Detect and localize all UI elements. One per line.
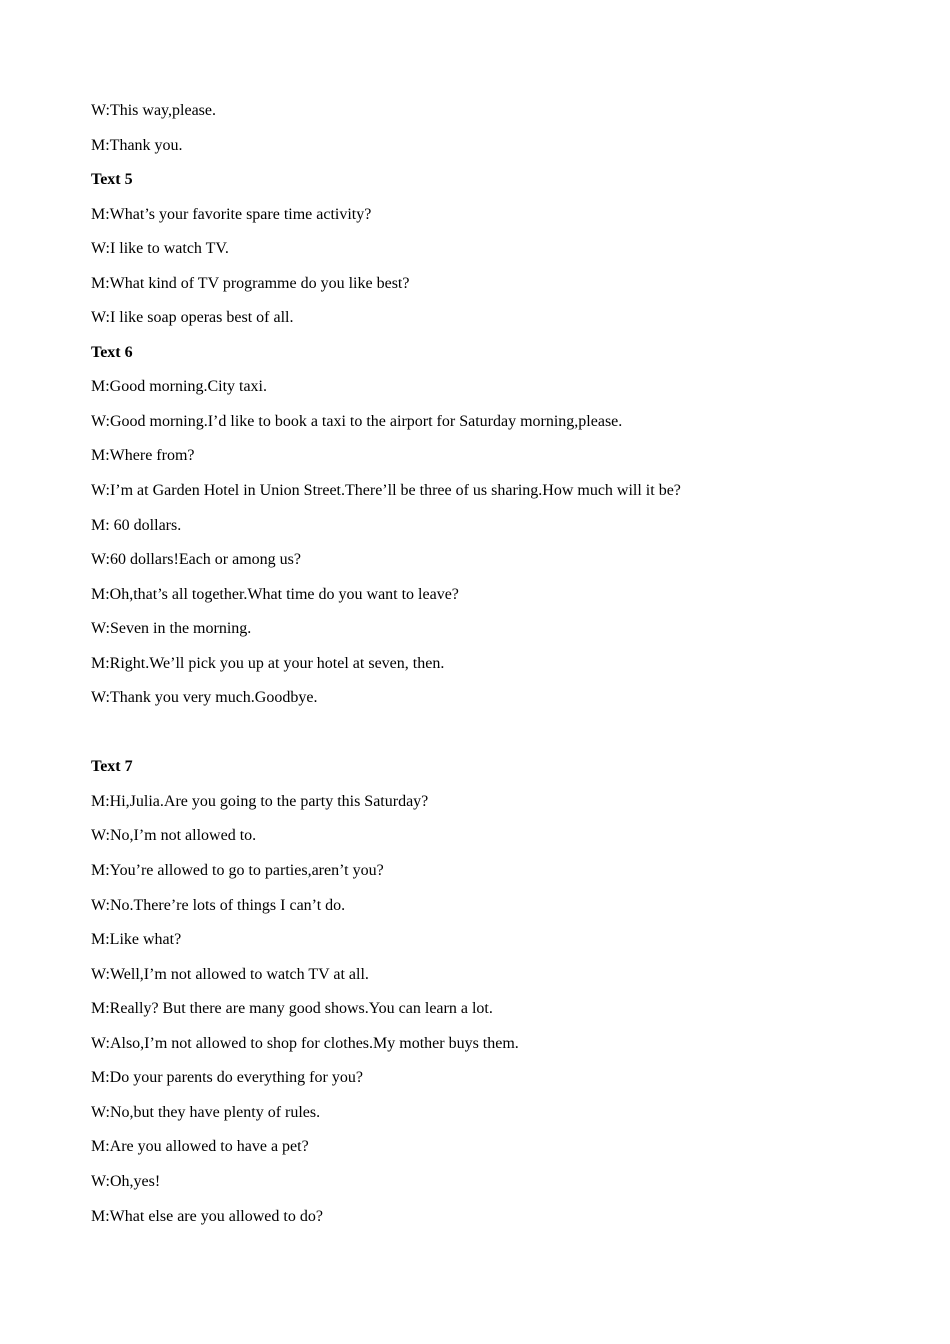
dialogue-line: W:No.There’re lots of things I can’t do. [91,896,346,914]
dialogue-line: W:I’m at Garden Hotel in Union Street.There’ll be three of us sharing.How much will it be? [91,482,681,500]
dialogue-line: M:Like what? [91,931,182,949]
dialogue-line: W:No,I’m not allowed to. [91,827,257,845]
dialogue-line: M: 60 dollars. [91,516,182,534]
dialogue-line: M:Thank you. [91,136,183,154]
dialogue-line: W:This way,please. [91,102,216,119]
dialogue-line: M:You’re allowed to go to parties,aren’t you? [91,862,384,880]
dialogue-line: M:Are you allowed to have a pet? [91,1138,309,1156]
dialogue-line: W:Well,I’m not allowed to watch TV at all. [91,965,369,983]
blank-line [91,724,871,742]
dialogue-line: W:Seven in the morning. [91,620,252,638]
dialogue-line: W:Oh,yes! [91,1172,161,1190]
transcript-body [91,102,871,1242]
dialogue-line: W:Thank you very much.Goodbye. [91,689,318,707]
dialogue-line: W:Also,I’m not allowed to shop for clothes.My mother buys them. [91,1034,519,1052]
dialogue-line: M:Oh,that’s all together.What time do you want to leave? [91,585,459,603]
dialogue-line: W:I like to watch TV. [91,240,229,258]
section-heading: Text 6 [91,343,133,361]
dialogue-line: M:Where from? [91,447,195,465]
dialogue-line: W:I like soap operas best of all. [91,309,294,327]
dialogue-line: M:Hi,Julia.Are you going to the party this Saturday? [91,792,429,810]
dialogue-line: M:Right.We’ll pick you up at your hotel at seven, then. [91,654,445,672]
dialogue-line: M:Really? But there are many good shows.You can learn a lot. [91,1000,493,1018]
dialogue-line: M:Good morning.City taxi. [91,378,267,396]
section-heading: Text 7 [91,758,133,776]
dialogue-line: W:No,but they have plenty of rules. [91,1103,321,1121]
dialogue-line: M:What’s your favorite spare time activity? [91,205,372,223]
section-heading: Text 5 [91,171,133,189]
dialogue-line: M:What kind of TV programme do you like best? [91,274,410,292]
dialogue-line: W:60 dollars!Each or among us? [91,551,302,569]
dialogue-line: M:What else are you allowed to do? [91,1207,323,1225]
dialogue-line: M:Do your parents do everything for you? [91,1069,363,1087]
dialogue-line: W:Good morning.I’d like to book a taxi to the airport for Saturday morning,please. [91,412,623,430]
